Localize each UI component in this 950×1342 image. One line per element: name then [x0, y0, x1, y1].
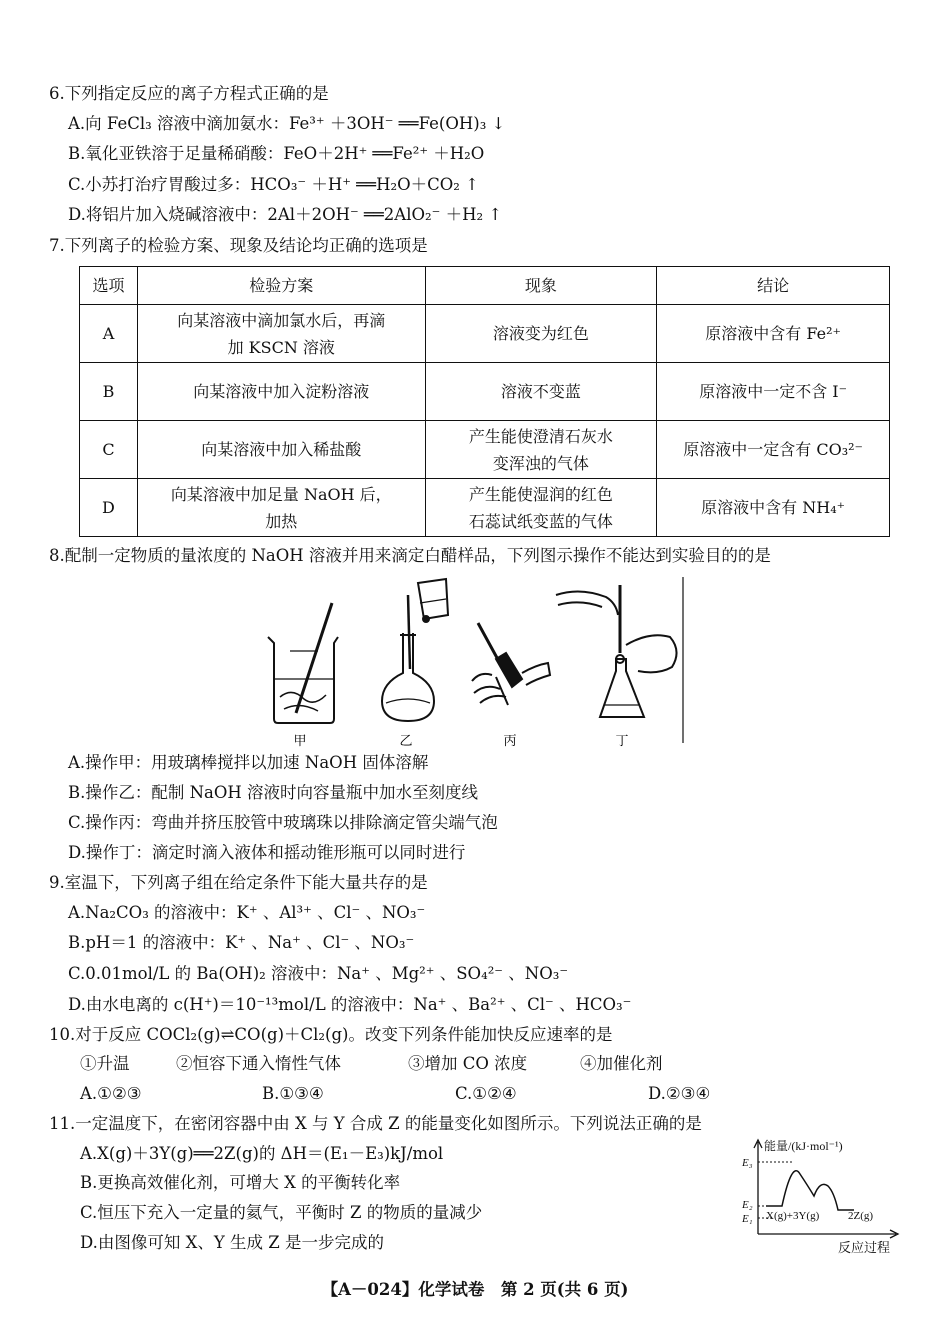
row-phenomenon: 产生能使澄清石灰水 变浑浊的气体 — [425, 421, 657, 479]
table-row — [80, 305, 890, 363]
q9-stem: 9.室温下，下列离子组在给定条件下能大量共存的是 — [49, 873, 428, 892]
q10-choice-b: B.①③④ — [262, 1084, 324, 1103]
e1-label: E₁ — [742, 1213, 753, 1225]
row-plan: 向某溶液中滴加氯水后，再滴 加 KSCN 溶液 — [137, 305, 425, 363]
y-axis-label: 能量/(kJ·mol⁻¹) — [764, 1139, 843, 1153]
table-row — [80, 479, 890, 537]
q11-option-a: A.X(g)＋3Y(g)══2Z(g)的 ΔH＝(E₁－E₃)kJ/mol — [80, 1144, 444, 1163]
q11-option-d: D.由图像可知 X、Y 生成 Z 是一步完成的 — [80, 1233, 384, 1252]
row-conclusion: 原溶液中一定不含 I⁻ — [657, 363, 890, 421]
q8-option-c: C.操作丙：弯曲并挤压胶管中玻璃珠以排除滴定管尖端气泡 — [68, 813, 498, 832]
table-row — [80, 421, 890, 479]
q10-condition: ④加催化剂 — [580, 1054, 663, 1073]
row-conclusion: 原溶液中一定含有 CO₃²⁻ — [657, 421, 890, 479]
row-phenomenon: 溶液不变蓝 — [425, 363, 657, 421]
e3-label: E₃ — [742, 1157, 753, 1169]
row-option: D — [80, 479, 138, 537]
q6-stem: 6.下列指定反应的离子方程式正确的是 — [49, 84, 329, 103]
fig-label-jia: 甲 — [293, 733, 307, 748]
volumetric-flask-illustration — [382, 579, 448, 721]
row-plan: 向某溶液中加足量 NaOH 后， 加热 — [137, 479, 425, 537]
table-row — [80, 363, 890, 421]
q10-condition: ②恒容下通入惰性气体 — [176, 1054, 341, 1073]
q10-choice-c: C.①②④ — [455, 1084, 517, 1103]
product-label: 2Z(g) — [848, 1210, 874, 1222]
q11-stem: 11.一定温度下，在密闭容器中由 X 与 Y 合成 Z 的能量变化如图所示。下列说法正确的是 — [49, 1114, 702, 1133]
header-plan: 检验方案 — [137, 267, 425, 305]
q11-energy-diagram — [736, 1138, 906, 1260]
q8-option-d: D.操作丁：滴定时滴入液体和摇动锥形瓶可以同时进行 — [68, 843, 466, 862]
row-phenomenon: 产生能使湿润的红色 石蕊试纸变蓝的气体 — [425, 479, 657, 537]
row-option: A — [80, 305, 138, 363]
q7-table — [79, 266, 890, 537]
q6-option-b: B.氧化亚铁溶于足量稀硝酸：FeO＋2H⁺ ══Fe²⁺ ＋H₂O — [68, 144, 485, 163]
burette-tip-illustration — [472, 623, 550, 705]
header-conclusion: 结论 — [657, 267, 890, 305]
q9-option-b: B.pH＝1 的溶液中：K⁺ 、Na⁺ 、Cl⁻ 、NO₃⁻ — [68, 933, 415, 952]
page-footer: 【A－024】化学试卷 第 2 页(共 6 页) — [321, 1280, 629, 1299]
energy-curve — [766, 1171, 854, 1210]
q10-choice-a: A.①②③ — [80, 1084, 142, 1103]
q11-option-c: C.恒压下充入一定量的氦气，平衡时 Z 的物质的量减少 — [80, 1203, 483, 1222]
q8-stem: 8.配制一定物质的量浓度的 NaOH 溶液并用来滴定白醋样品，下列图示操作不能达到实验目的的是 — [49, 546, 771, 565]
fig-label-bing: 丙 — [503, 733, 517, 748]
q6-option-a: A.向 FeCl₃ 溶液中滴加氨水：Fe³⁺ ＋3OH⁻ ══Fe(OH)₃ ↓ — [68, 114, 506, 133]
e2-label: E₂ — [742, 1199, 753, 1211]
q6-option-c: C.小苏打治疗胃酸过多：HCO₃⁻ ＋H⁺ ══H₂O＋CO₂ ↑ — [68, 175, 479, 194]
row-option: C — [80, 421, 138, 479]
beaker-illustration — [268, 603, 338, 723]
fig-label-ding: 丁 — [615, 733, 629, 748]
titration-flask-illustration — [556, 585, 677, 717]
row-plan: 向某溶液中加入淀粉溶液 — [137, 363, 425, 421]
q9-option-d: D.由水电离的 c(H⁺)＝10⁻¹³mol/L 的溶液中：Na⁺ 、Ba²⁺ 、Cl⁻ 、HCO₃⁻ — [68, 995, 632, 1014]
table-header-row — [80, 267, 890, 305]
q7-stem: 7.下列离子的检验方案、现象及结论均正确的选项是 — [49, 236, 428, 255]
q10-choice-d: D.②③④ — [648, 1084, 711, 1103]
q8-option-b: B.操作乙：配制 NaOH 溶液时向容量瓶中加水至刻度线 — [68, 783, 479, 802]
q9-option-c: C.0.01mol/L 的 Ba(OH)₂ 溶液中：Na⁺ 、Mg²⁺ 、SO₄²⁻ 、NO₃⁻ — [68, 964, 569, 983]
x-axis-label: 反应过程 — [838, 1240, 891, 1255]
q10-condition: ③增加 CO 浓度 — [408, 1054, 528, 1073]
fig-label-yi: 乙 — [399, 733, 413, 748]
q10-stem: 10.对于反应 COCl₂(g)⇌CO(g)＋Cl₂(g)。改变下列条件能加快反应速率的是 — [49, 1025, 613, 1044]
q9-option-a: A.Na₂CO₃ 的溶液中：K⁺ 、Al³⁺ 、Cl⁻ 、NO₃⁻ — [68, 903, 426, 922]
header-option: 选项 — [80, 267, 138, 305]
header-phenomenon: 现象 — [425, 267, 657, 305]
q8-apparatus-figure — [260, 575, 690, 750]
reactants-label: X(g)+3Y(g) — [766, 1210, 820, 1222]
row-conclusion: 原溶液中含有 Fe²⁺ — [657, 305, 890, 363]
row-conclusion: 原溶液中含有 NH₄⁺ — [657, 479, 890, 537]
row-option: B — [80, 363, 138, 421]
row-phenomenon: 溶液变为红色 — [425, 305, 657, 363]
q11-option-b: B.更换高效催化剂，可增大 X 的平衡转化率 — [80, 1173, 401, 1192]
q6-option-d: D.将铝片加入烧碱溶液中：2Al＋2OH⁻ ══2AlO₂⁻ ＋H₂ ↑ — [68, 205, 503, 224]
row-plan: 向某溶液中加入稀盐酸 — [137, 421, 425, 479]
q10-condition: ①升温 — [80, 1054, 130, 1073]
q8-option-a: A.操作甲：用玻璃棒搅拌以加速 NaOH 固体溶解 — [68, 753, 429, 772]
